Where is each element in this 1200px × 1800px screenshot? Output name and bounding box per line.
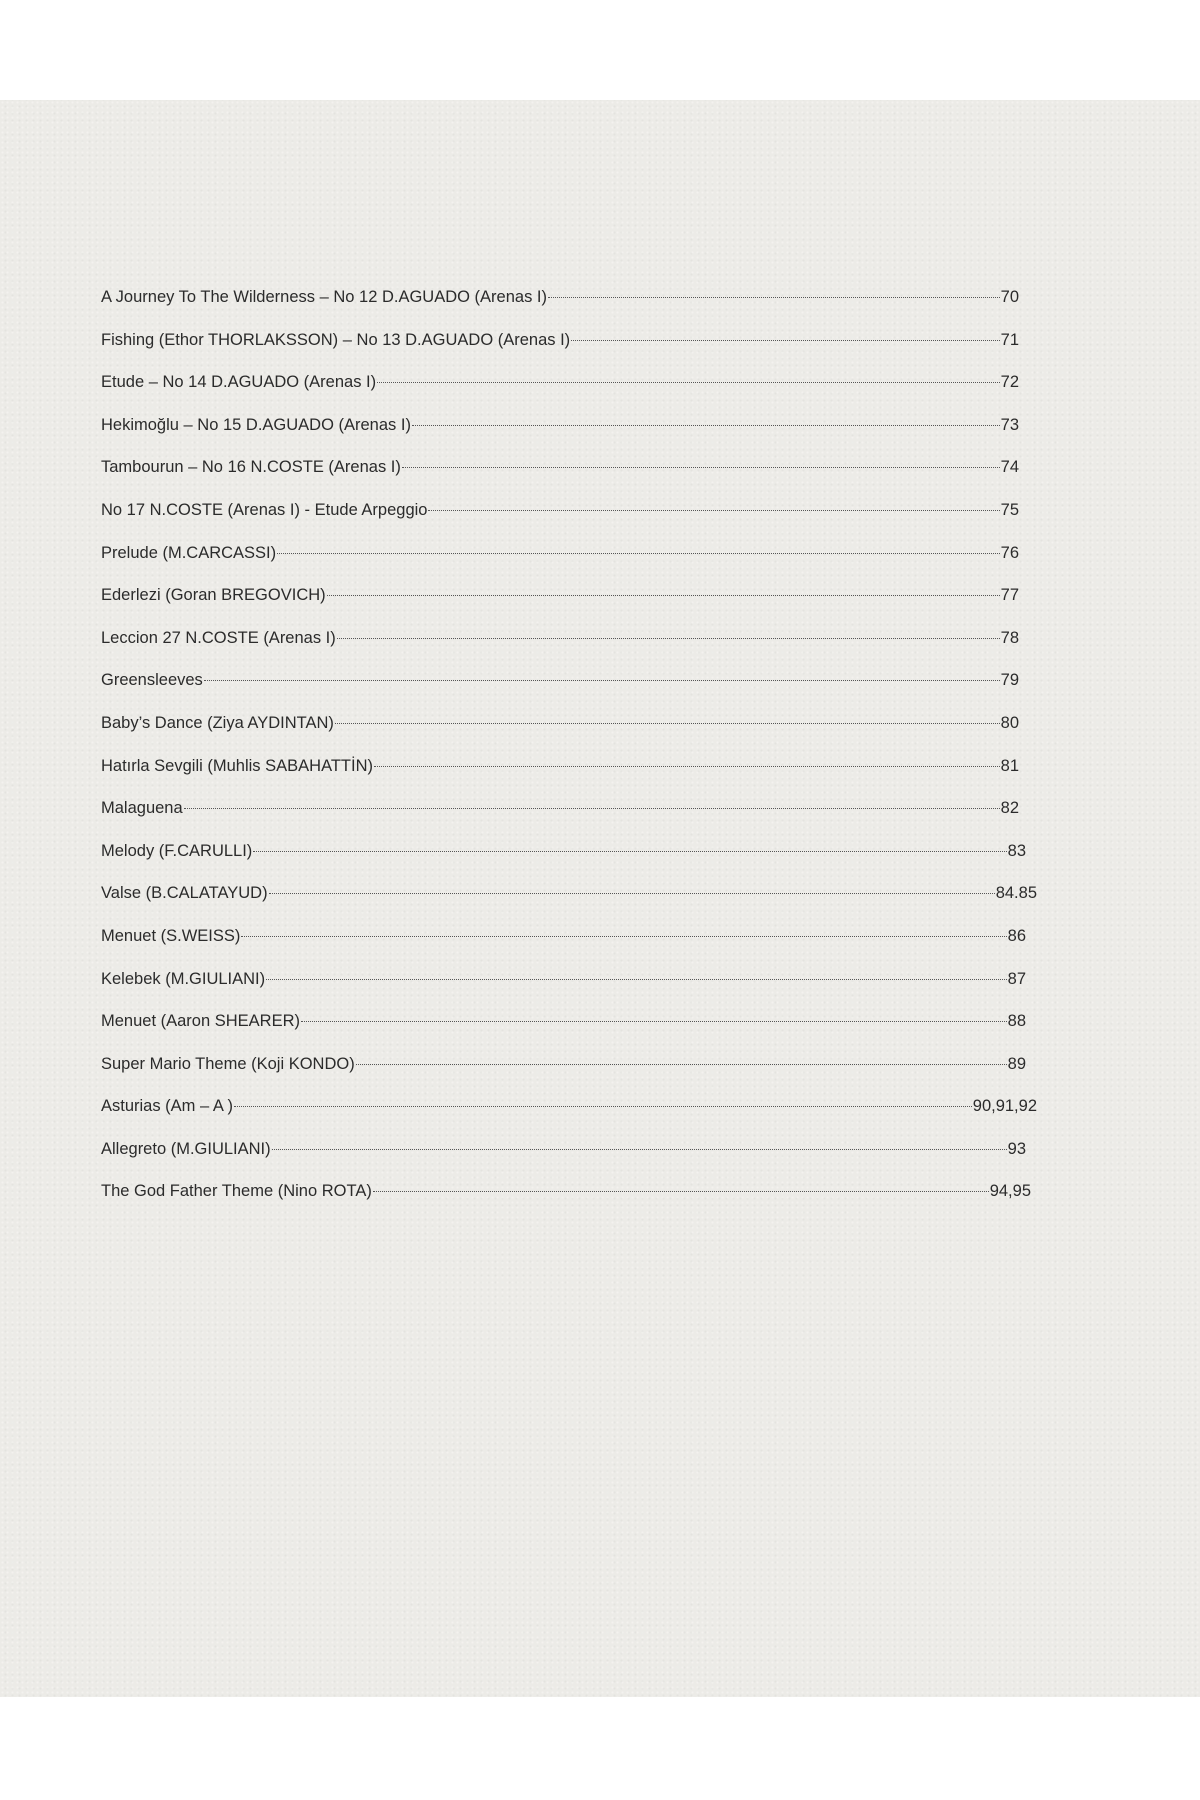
toc-entry-page-number: 77 — [1000, 586, 1019, 605]
toc-entry-title: No 17 N.COSTE (Arenas I) - Etude Arpeggio — [101, 500, 428, 519]
dot-leader — [253, 849, 1006, 852]
toc-entry[interactable] — [101, 574, 1059, 617]
toc-entry-page-number: 72 — [1000, 373, 1019, 392]
toc-entry-title: Leccion 27 N.COSTE (Arenas I) — [101, 628, 336, 647]
toc-entry-title: Menuet (S.WEISS) — [101, 926, 241, 945]
toc-entry-title: Prelude (M.CARCASSI) — [101, 543, 277, 562]
toc-entry-title: Kelebek (M.GIULIANI) — [101, 969, 266, 988]
toc-entry-page-number: 94,95 — [989, 1182, 1031, 1201]
toc-entry-title: Super Mario Theme (Koji KONDO) — [101, 1054, 355, 1073]
dot-leader — [277, 551, 1000, 554]
toc-entry-title: Ederlezi (Goran BREGOVICH) — [101, 586, 326, 605]
dot-leader — [428, 508, 999, 511]
toc-entry-title: Melody (F.CARULLI) — [101, 841, 253, 860]
toc-entry[interactable] — [101, 617, 1059, 660]
toc-entry[interactable] — [101, 1000, 1059, 1043]
toc-entry-page-number: 83 — [1007, 841, 1026, 860]
toc-entry[interactable] — [101, 1170, 1059, 1213]
toc-entry-page-number: 73 — [1000, 415, 1019, 434]
dot-leader — [327, 593, 1000, 596]
toc-entry-page-number: 79 — [1000, 671, 1019, 690]
toc-entry[interactable] — [101, 319, 1059, 362]
toc-entry-page-number: 78 — [1000, 628, 1019, 647]
toc-entry-title: Etude – No 14 D.AGUADO (Arenas I) — [101, 373, 377, 392]
dot-leader — [374, 764, 1000, 767]
toc-entry-page-number: 70 — [1000, 288, 1019, 306]
toc-entry-page-number: 88 — [1007, 1012, 1026, 1031]
toc-entry-page-number: 84.85 — [995, 884, 1037, 903]
toc-entry-title: Tambourun – No 16 N.COSTE (Arenas I) — [101, 458, 401, 477]
dot-leader — [412, 423, 1000, 426]
toc-entry-title: Valse (B.CALATAYUD) — [101, 884, 268, 903]
dot-leader — [356, 1062, 1007, 1065]
toc-entry[interactable] — [101, 830, 1059, 873]
toc-entry[interactable] — [101, 659, 1059, 702]
dot-leader — [266, 977, 1007, 980]
toc-entry-title: Allegreto (M.GIULIANI) — [101, 1139, 271, 1158]
dot-leader — [373, 1189, 989, 1192]
toc-entry[interactable] — [101, 532, 1059, 575]
dot-leader — [337, 636, 1000, 639]
dot-leader — [571, 338, 999, 341]
toc-entry[interactable] — [101, 361, 1059, 404]
toc-entry-page-number: 75 — [1000, 500, 1019, 519]
toc-entry-title: Hatırla Sevgili (Muhlis SABAHATTİN) — [101, 756, 374, 775]
toc-entry[interactable] — [101, 745, 1059, 788]
toc-entry-page-number: 93 — [1007, 1139, 1026, 1158]
dot-leader — [335, 721, 1000, 724]
toc-entry-title: Malaguena — [101, 799, 183, 818]
toc-entry-title: Hekimoğlu – No 15 D.AGUADO (Arenas I) — [101, 415, 411, 434]
toc-entry[interactable] — [101, 958, 1059, 1001]
toc-entry-title: Menuet (Aaron SHEARER) — [101, 1012, 300, 1031]
toc-entry[interactable] — [101, 1128, 1059, 1171]
toc-entry[interactable] — [101, 1043, 1059, 1086]
toc-entry[interactable] — [101, 276, 1059, 319]
dot-leader — [377, 380, 1000, 383]
toc-entry-page-number: 82 — [1000, 799, 1019, 818]
toc-entry[interactable] — [101, 1085, 1059, 1128]
toc-entry[interactable] — [101, 872, 1059, 915]
toc-entry-page-number: 87 — [1007, 969, 1026, 988]
toc-entry-page-number: 90,91,92 — [972, 1097, 1037, 1116]
dot-leader — [402, 465, 1000, 468]
toc-entry[interactable] — [101, 446, 1059, 489]
toc-entry-title: Baby’s Dance (Ziya AYDINTAN) — [101, 713, 334, 732]
toc-entry-page-number: 71 — [1000, 330, 1019, 349]
toc-entry-title: Fishing (Ethor THORLAKSSON) – No 13 D.AGUADO (Arenas I) — [101, 330, 571, 349]
toc-entry-title: A Journey To The Wilderness – No 12 D.AGUADO (Arenas I) — [101, 288, 547, 306]
dot-leader — [269, 891, 995, 894]
dot-leader — [204, 678, 1000, 681]
dot-leader — [184, 806, 1000, 809]
toc-entry-title: Asturias (Am – A ) — [101, 1097, 234, 1116]
dot-leader — [272, 1147, 1007, 1150]
toc-entry[interactable] — [101, 915, 1059, 958]
toc-entry-title: The God Father Theme (Nino ROTA) — [101, 1182, 372, 1201]
table-of-contents — [101, 276, 1059, 1213]
toc-entry-page-number: 81 — [1000, 756, 1019, 775]
toc-entry-page-number: 74 — [1000, 458, 1019, 477]
document-page — [0, 100, 1200, 1697]
dot-leader — [234, 1104, 972, 1107]
toc-entry-page-number: 76 — [1000, 543, 1019, 562]
toc-entry[interactable] — [101, 404, 1059, 447]
toc-entry-page-number: 80 — [1000, 713, 1019, 732]
toc-entry-page-number: 86 — [1007, 926, 1026, 945]
toc-entry[interactable] — [101, 489, 1059, 532]
dot-leader — [301, 1019, 1007, 1022]
toc-entry[interactable] — [101, 787, 1059, 830]
dot-leader — [241, 934, 1006, 937]
toc-entry[interactable] — [101, 702, 1059, 745]
dot-leader — [548, 295, 1000, 298]
toc-entry-title: Greensleeves — [101, 671, 203, 690]
toc-entry-page-number: 89 — [1007, 1054, 1026, 1073]
